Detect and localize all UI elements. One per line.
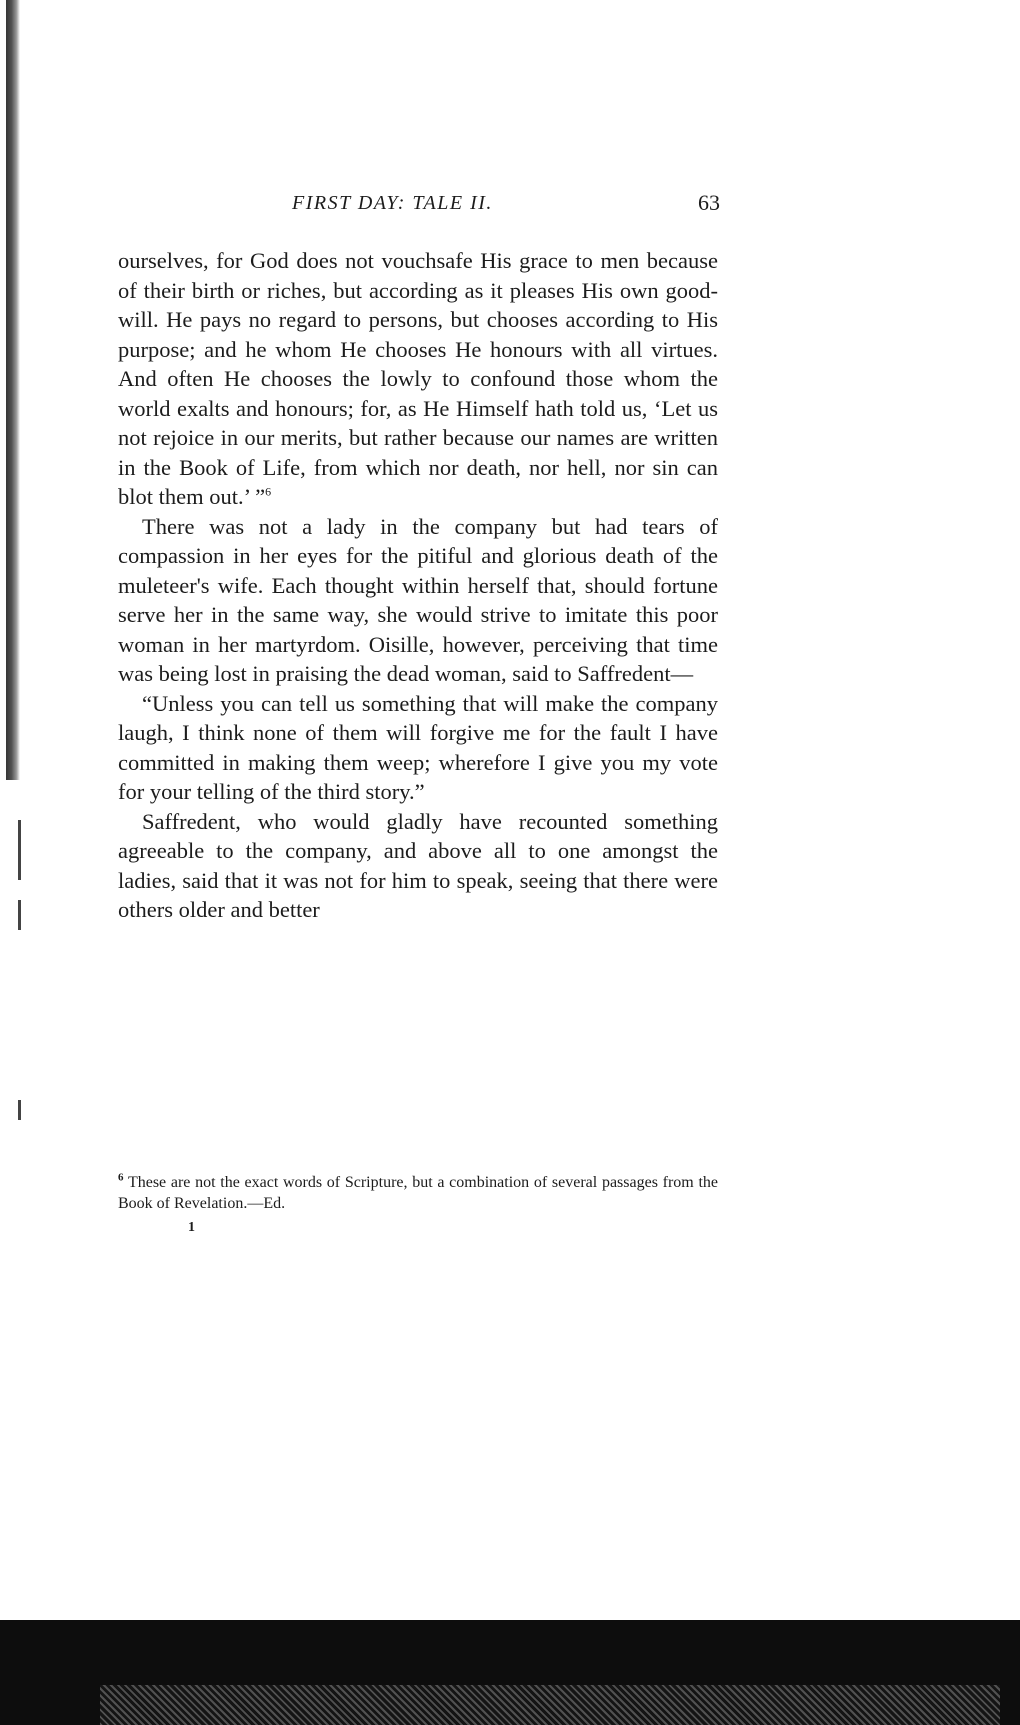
page-number: 63 [698,190,720,215]
paragraph-text: ourselves, for God does not vouchsafe His grace to men because of their birth or riches, but according as it pleases His own good-will. He pays no regard to persons, but chooses according to His purpose; and he whom He chooses He honours with all virtues. And often He chooses the lowly to confound those whom the world exalts and honours; for, as He Himself hath told us, ‘Let us not rejoice in our merits, but rather because our names are written in the Book of Life, from which nor death, nor hell, nor sin can blot them out.’ ” [118,248,718,509]
paragraph [118,246,718,512]
page-header [120,192,720,222]
scan-speck [18,900,21,930]
scan-speck [18,820,21,880]
footnote [118,1172,718,1214]
footnote-reference: 6 [265,484,272,499]
body-text [118,246,718,925]
paragraph: Saffredent, who would gladly have recounted something agreeable to the company, and above all to one amongst the ladies, said that it was not for him to speak, seeing that there were others older and better [118,808,718,922]
running-head: FIRST DAY: TALE II. [292,192,493,214]
paragraph: There was not a lady in the company but had tears of compassion in her eyes for the pitiful and glorious death of the muleteer's wife. Each thought within herself that, should fortune serve her in the same way, she would strive to imitate this poor woman in her martyrdom. Oisille, however, perceiving that time was being lost in praising the dead woman, said to Saffredent— [118,513,718,686]
scan-speck [18,1100,21,1120]
footnote-text: These are not the exact words of Scripture, but a combination of several passages from the Book of Revelation.—Ed. [118,1174,719,1212]
scan-binding-shadow [6,0,20,780]
signature-mark: 1 [188,1220,195,1235]
footnote-marker: 6 [118,1171,124,1184]
paragraph: “Unless you can tell us something that will make the company laugh, I think none of them will forgive me for the fault I have committed in making them weep; wherefore I give you my vote for your telling of the third story.” [118,690,718,804]
scan-bottom-noise [100,1685,1000,1725]
